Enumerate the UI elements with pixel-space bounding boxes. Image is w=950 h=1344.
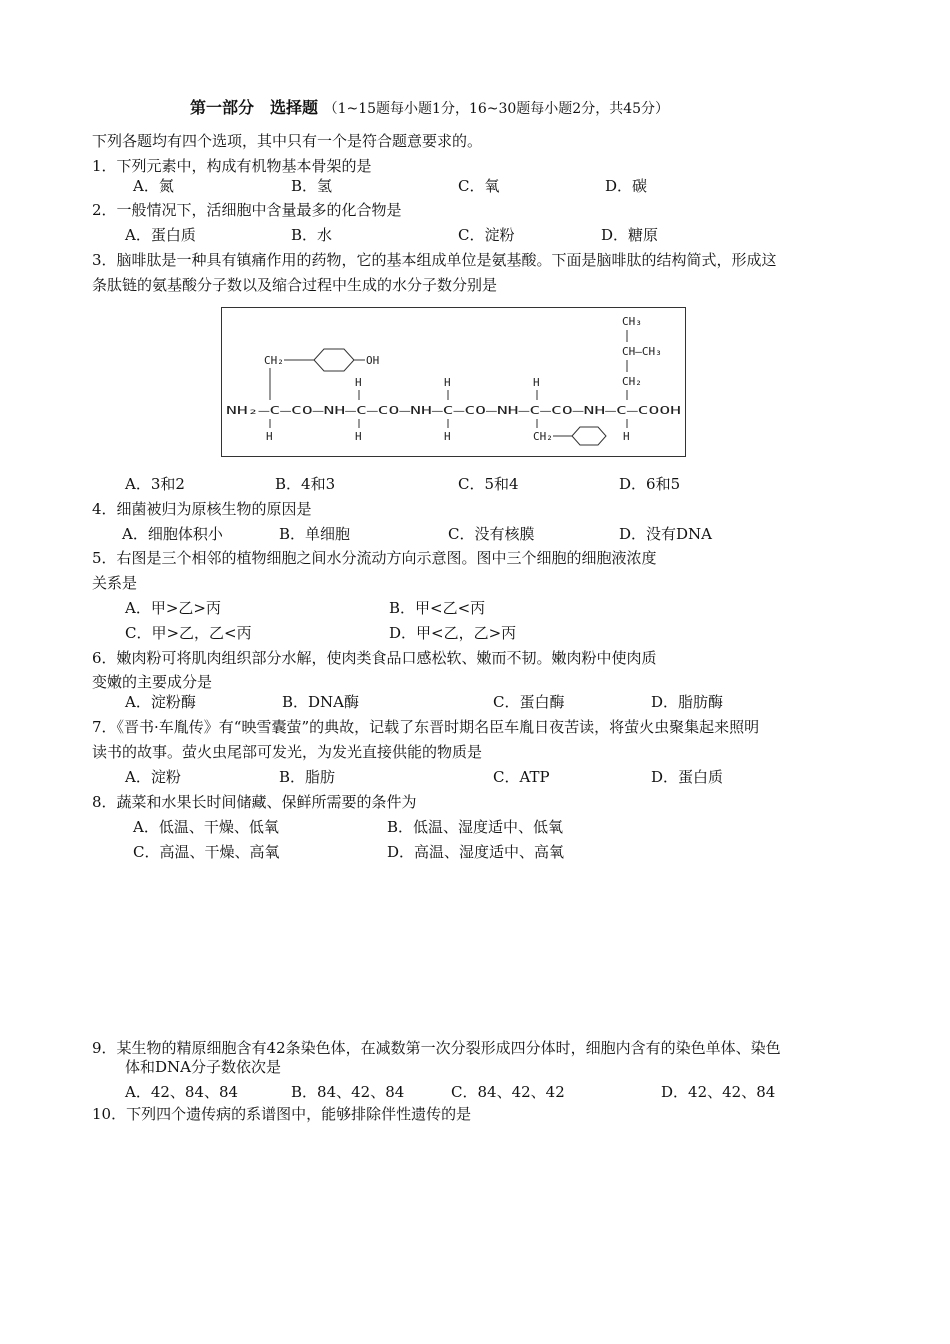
q5-stem-line1: 5．右图是三个相邻的植物细胞之间水分流动方向示意图。图中三个细胞的细胞液浓度 [92,549,657,567]
q5-option-a: A．甲>乙>丙 [125,599,221,617]
q9-stem-line1: 9．某生物的精原细胞含有42条染色体，在减数第一次分裂形成四分体时，细胞内含有的染色单体、染色 [92,1039,781,1057]
q2-option-b: B．水 [291,226,333,244]
q2-option-c: C．淀粉 [458,226,515,244]
q8-stem: 8．蔬菜和水果长时间储藏、保鲜所需要的条件为 [92,793,417,811]
q6-stem-line1: 6．嫩肉粉可将肌肉组织部分水解，使肉类食品口感松软、嫩而不韧。嫩肉粉中使肉质 [92,649,657,667]
q7-option-c: C．ATP [493,768,550,786]
section-title [190,98,669,119]
q5-option-d: D．甲<乙，乙>丙 [389,624,517,642]
benzene-ring-top [314,349,354,371]
h-label-2: H [444,376,451,389]
q2-stem: 2．一般情况下，活细胞中含量最多的化合物是 [92,201,402,219]
q9-option-b: B．84、42、84 [291,1083,405,1101]
q3-option-b: B．4和3 [275,475,336,493]
q6-option-c: C．蛋白酶 [493,693,565,711]
q7-stem-line1: 7．《晋书·车胤传》有“映雪囊萤”的典故，记载了东晋时期名臣车胤日夜苦读，将萤火虫聚集起来照明 [92,718,760,736]
q1-stem: 1．下列元素中，构成有机物基本骨架的是 [92,157,372,175]
q3-stem-line2: 条肽链的氨基酸分子数以及缩合过程中生成的水分子数分别是 [92,276,498,294]
section-title-text: 第一部分 选择题 [190,98,319,117]
q8-option-b: B．低温、湿度适中、低氧 [387,818,564,836]
ch2-bottom: CH₂ [533,430,553,443]
q6-option-b: B．DNA酶 [282,693,360,711]
q9-stem-line2: 体和DNA分子数依次是 [125,1058,281,1076]
q3-option-a: A．3和2 [125,475,185,493]
q4-option-b: B．单细胞 [279,525,351,543]
h-bottom-3: H [444,430,451,443]
q4-option-a: A．细胞体积小 [122,525,223,543]
peptide-main-chain: NH₂—C—CO—NH—C—CO—NH—C—CO—NH—C—CO—NH—C—COOH [226,404,681,417]
q1-option-b: B．氢 [291,177,333,195]
q6-stem-line2: 变嫩的主要成分是 [92,673,213,691]
q3-option-d: D．6和5 [619,475,681,493]
q10-stem: 10．下列四个遗传病的系谱图中，能够排除伴性遗传的是 [92,1105,472,1123]
q6-option-a: A．淀粉酶 [125,693,196,711]
q8-option-d: D．高温、湿度适中、高氧 [387,843,565,861]
q4-stem: 4．细菌被归为原核生物的原因是 [92,500,312,518]
q9-option-d: D．42、42、84 [661,1083,776,1101]
q3-stem-line1: 3．脑啡肽是一种具有镇痛作用的药物，它的基本组成单位是氨基酸。下面是脑啡肽的结构简式，形成这 [92,251,777,269]
h-bottom-2: H [355,430,362,443]
section-score-note: （1~15题每小题1分，16~30题每小题2分，共45分） [323,101,670,117]
h-label-1: H [355,376,362,389]
oh-group: OH [366,354,380,367]
q9-option-a: A．42、84、84 [125,1083,239,1101]
ch-ch3-group: CH—CH₃ [622,345,662,358]
h-bottom-5: H [623,430,630,443]
q4-option-d: D．没有DNA [619,525,713,543]
peptide-structure-diagram [222,308,687,458]
q2-option-d: D．糖原 [601,226,659,244]
q2-option-a: A．蛋白质 [125,226,196,244]
benzene-ring-bottom [572,427,606,445]
q6-option-d: D．脂肪酶 [651,693,724,711]
q5-stem-line2: 关系是 [92,574,138,592]
ch2-right-top: CH₂ [622,375,642,388]
q1-option-a: A．氮 [133,177,174,195]
q9-option-c: C．84、42、42 [451,1083,565,1101]
q3-option-c: C．5和4 [458,475,519,493]
q7-option-d: D．蛋白质 [651,768,724,786]
h-bottom-1: H [266,430,273,443]
peptide-structure-figure [221,307,686,457]
q1-option-c: C．氧 [458,177,500,195]
q5-option-b: B．甲<乙<丙 [389,599,486,617]
q1-option-d: D．碳 [605,177,648,195]
q8-option-a: A．低温、干燥、低氧 [133,818,279,836]
ch3-top: CH₃ [622,315,642,328]
q7-option-b: B．脂肪 [279,768,336,786]
q4-option-c: C．没有核膜 [448,525,535,543]
instruction: 下列各题均有四个选项，其中只有一个是符合题意要求的。 [92,132,483,150]
q7-stem-line2: 读书的故事。萤火虫尾部可发光，为发光直接供能的物质是 [92,743,483,761]
ch2-left-top: CH₂ [264,354,284,367]
q8-option-c: C．高温、干燥、高氧 [133,843,280,861]
q5-option-c: C．甲>乙，乙<丙 [125,624,252,642]
h-label-3: H [533,376,540,389]
q7-option-a: A．淀粉 [125,768,181,786]
